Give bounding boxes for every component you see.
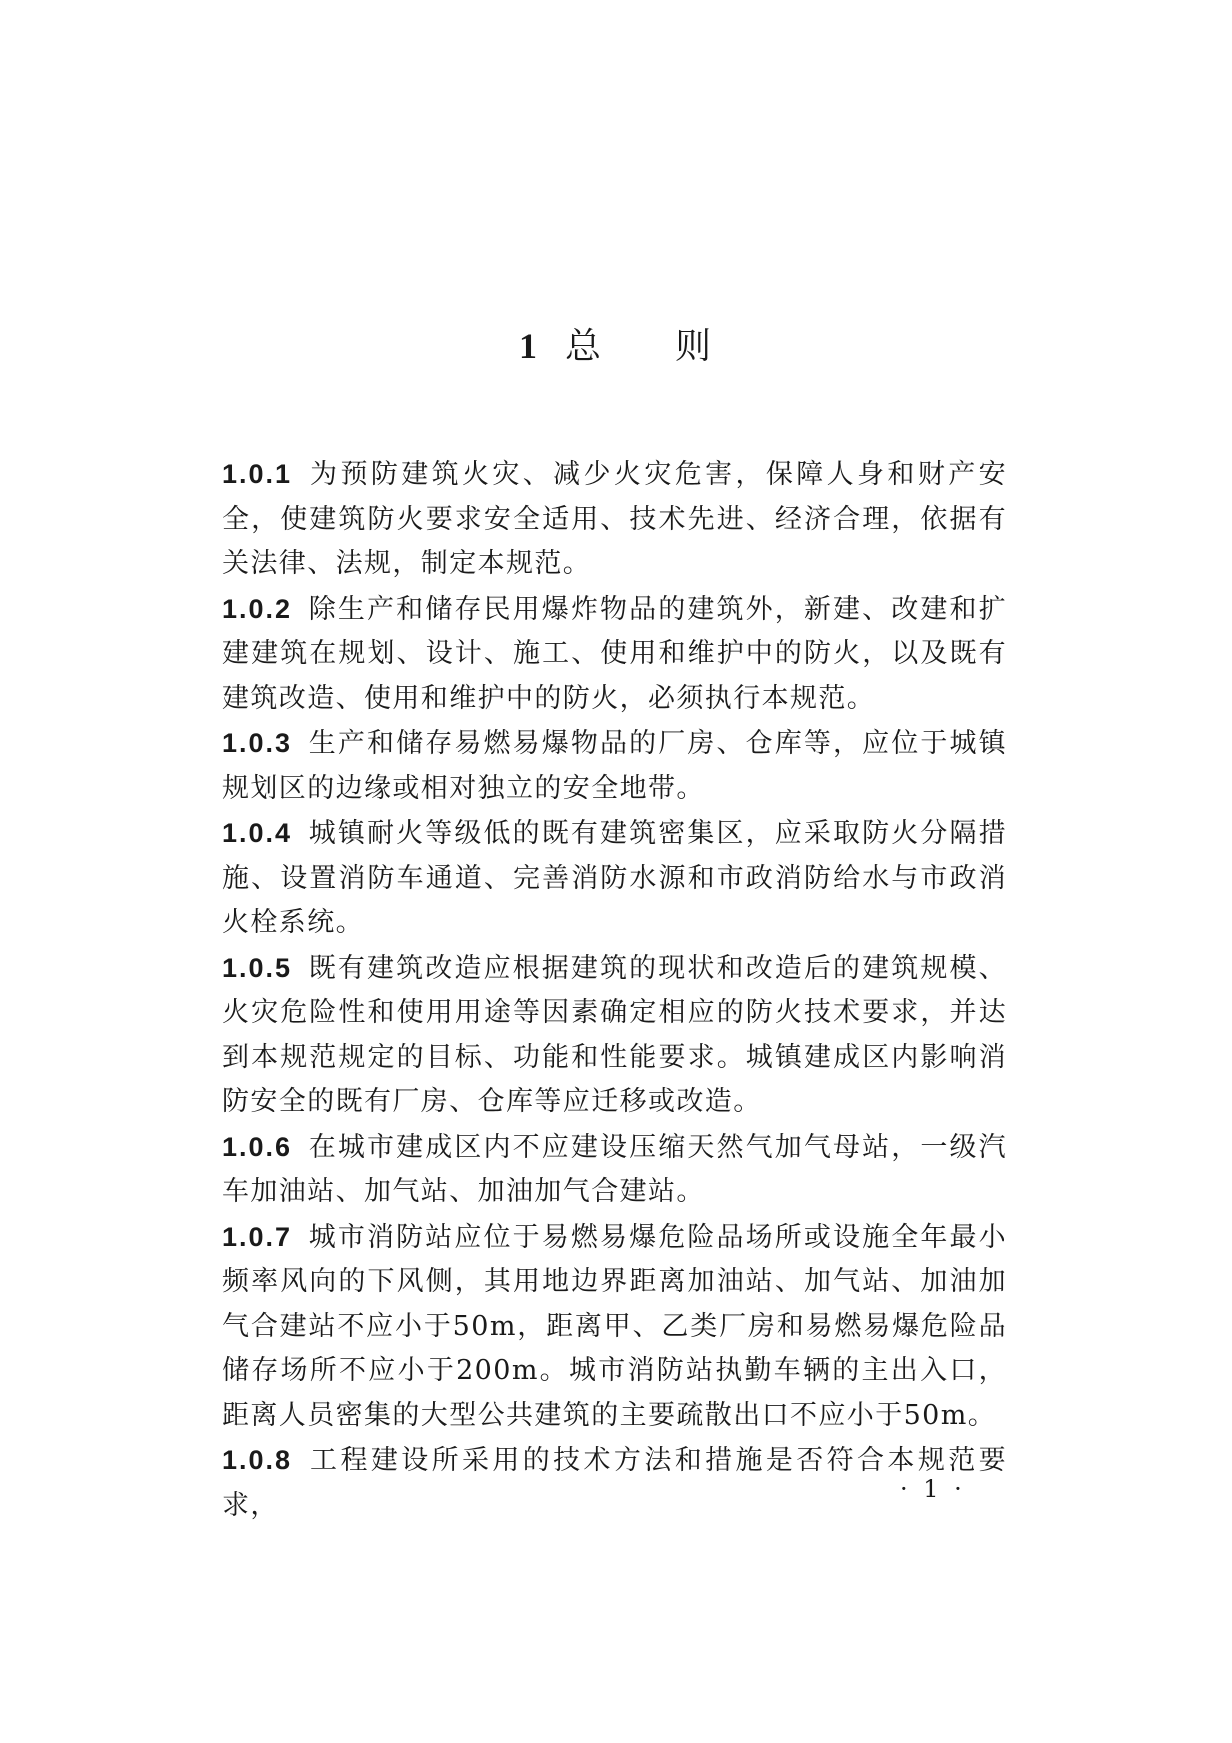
clause-number: 1.0.5 bbox=[222, 952, 293, 983]
clause-1-0-1 bbox=[222, 452, 1007, 587]
chapter-title bbox=[0, 322, 1232, 371]
clause-list bbox=[222, 452, 1007, 1528]
clause-1-0-7 bbox=[222, 1215, 1007, 1439]
clause-1-0-6 bbox=[222, 1125, 1007, 1215]
clause-text: 城镇耐火等级低的既有建筑密集区，应采取防火分隔措施、设置消防车通道、完善消防水源和市政消防给水与市政消火栓系统。 bbox=[222, 818, 1007, 938]
clause-number: 1.0.3 bbox=[222, 728, 293, 758]
clause-text: 生产和储存易燃易爆物品的厂房、仓库等，应位于城镇规划区的边缘或相对独立的安全地带。 bbox=[222, 728, 1007, 804]
clause-1-0-4 bbox=[222, 811, 1007, 946]
chapter-title-char-2: 则 bbox=[675, 326, 714, 367]
chapter-number: 1 bbox=[518, 326, 539, 366]
clause-1-0-8 bbox=[222, 1438, 1007, 1528]
clause-text: 在城市建成区内不应建设压缩天然气加气母站，一级汽车加油站、加气站、加油加气合建站。 bbox=[222, 1131, 1007, 1207]
clause-number: 1.0.4 bbox=[222, 818, 293, 848]
clause-text: 工程建设所采用的技术方法和措施是否符合本规范要求， bbox=[222, 1445, 1007, 1521]
clause-text: 为预防建筑火灾、减少火灾危害，保障人身和财产安全，使建筑防火要求安全适用、技术先进、经济合理，依据有关法律、法规，制定本规范。 bbox=[222, 459, 1007, 579]
clause-text: 除生产和储存民用爆炸物品的建筑外，新建、改建和扩建建筑在规划、设计、施工、使用和维护中的防火，以及既有建筑改造、使用和维护中的防火，必须执行本规范。 bbox=[222, 593, 1007, 714]
clause-text: 城市消防站应位于易燃易爆危险品场所或设施全年最小频率风向的下风侧，其用地边界距离加油站、加气站、加油加气合建站不应小于50m，距离甲、乙类厂房和易燃易爆危险品储存场所不应小于200m。城市消防站执勤车辆的主出入口，距离人员密集的大型公共建筑的主要疏散出口不应小于50m。 bbox=[222, 1221, 1007, 1431]
clause-number: 1.0.2 bbox=[222, 593, 293, 624]
clause-number: 1.0.1 bbox=[222, 459, 293, 489]
clause-1-0-5 bbox=[222, 946, 1007, 1125]
clause-number: 1.0.6 bbox=[222, 1131, 293, 1162]
clause-1-0-3 bbox=[222, 721, 1007, 811]
clause-number: 1.0.7 bbox=[222, 1221, 293, 1252]
clause-number: 1.0.8 bbox=[222, 1445, 293, 1475]
clause-1-0-2 bbox=[222, 587, 1007, 722]
chapter-title-char-1: 总 bbox=[564, 326, 603, 367]
page-number: · 1 · bbox=[900, 1475, 966, 1503]
clause-text: 既有建筑改造应根据建筑的现状和改造后的建筑规模、火灾危险性和使用用途等因素确定相应的防火技术要求，并达到本规范规定的目标、功能和性能要求。城镇建成区内影响消防安全的既有厂房、仓库等应迁移或改造。 bbox=[222, 952, 1007, 1117]
